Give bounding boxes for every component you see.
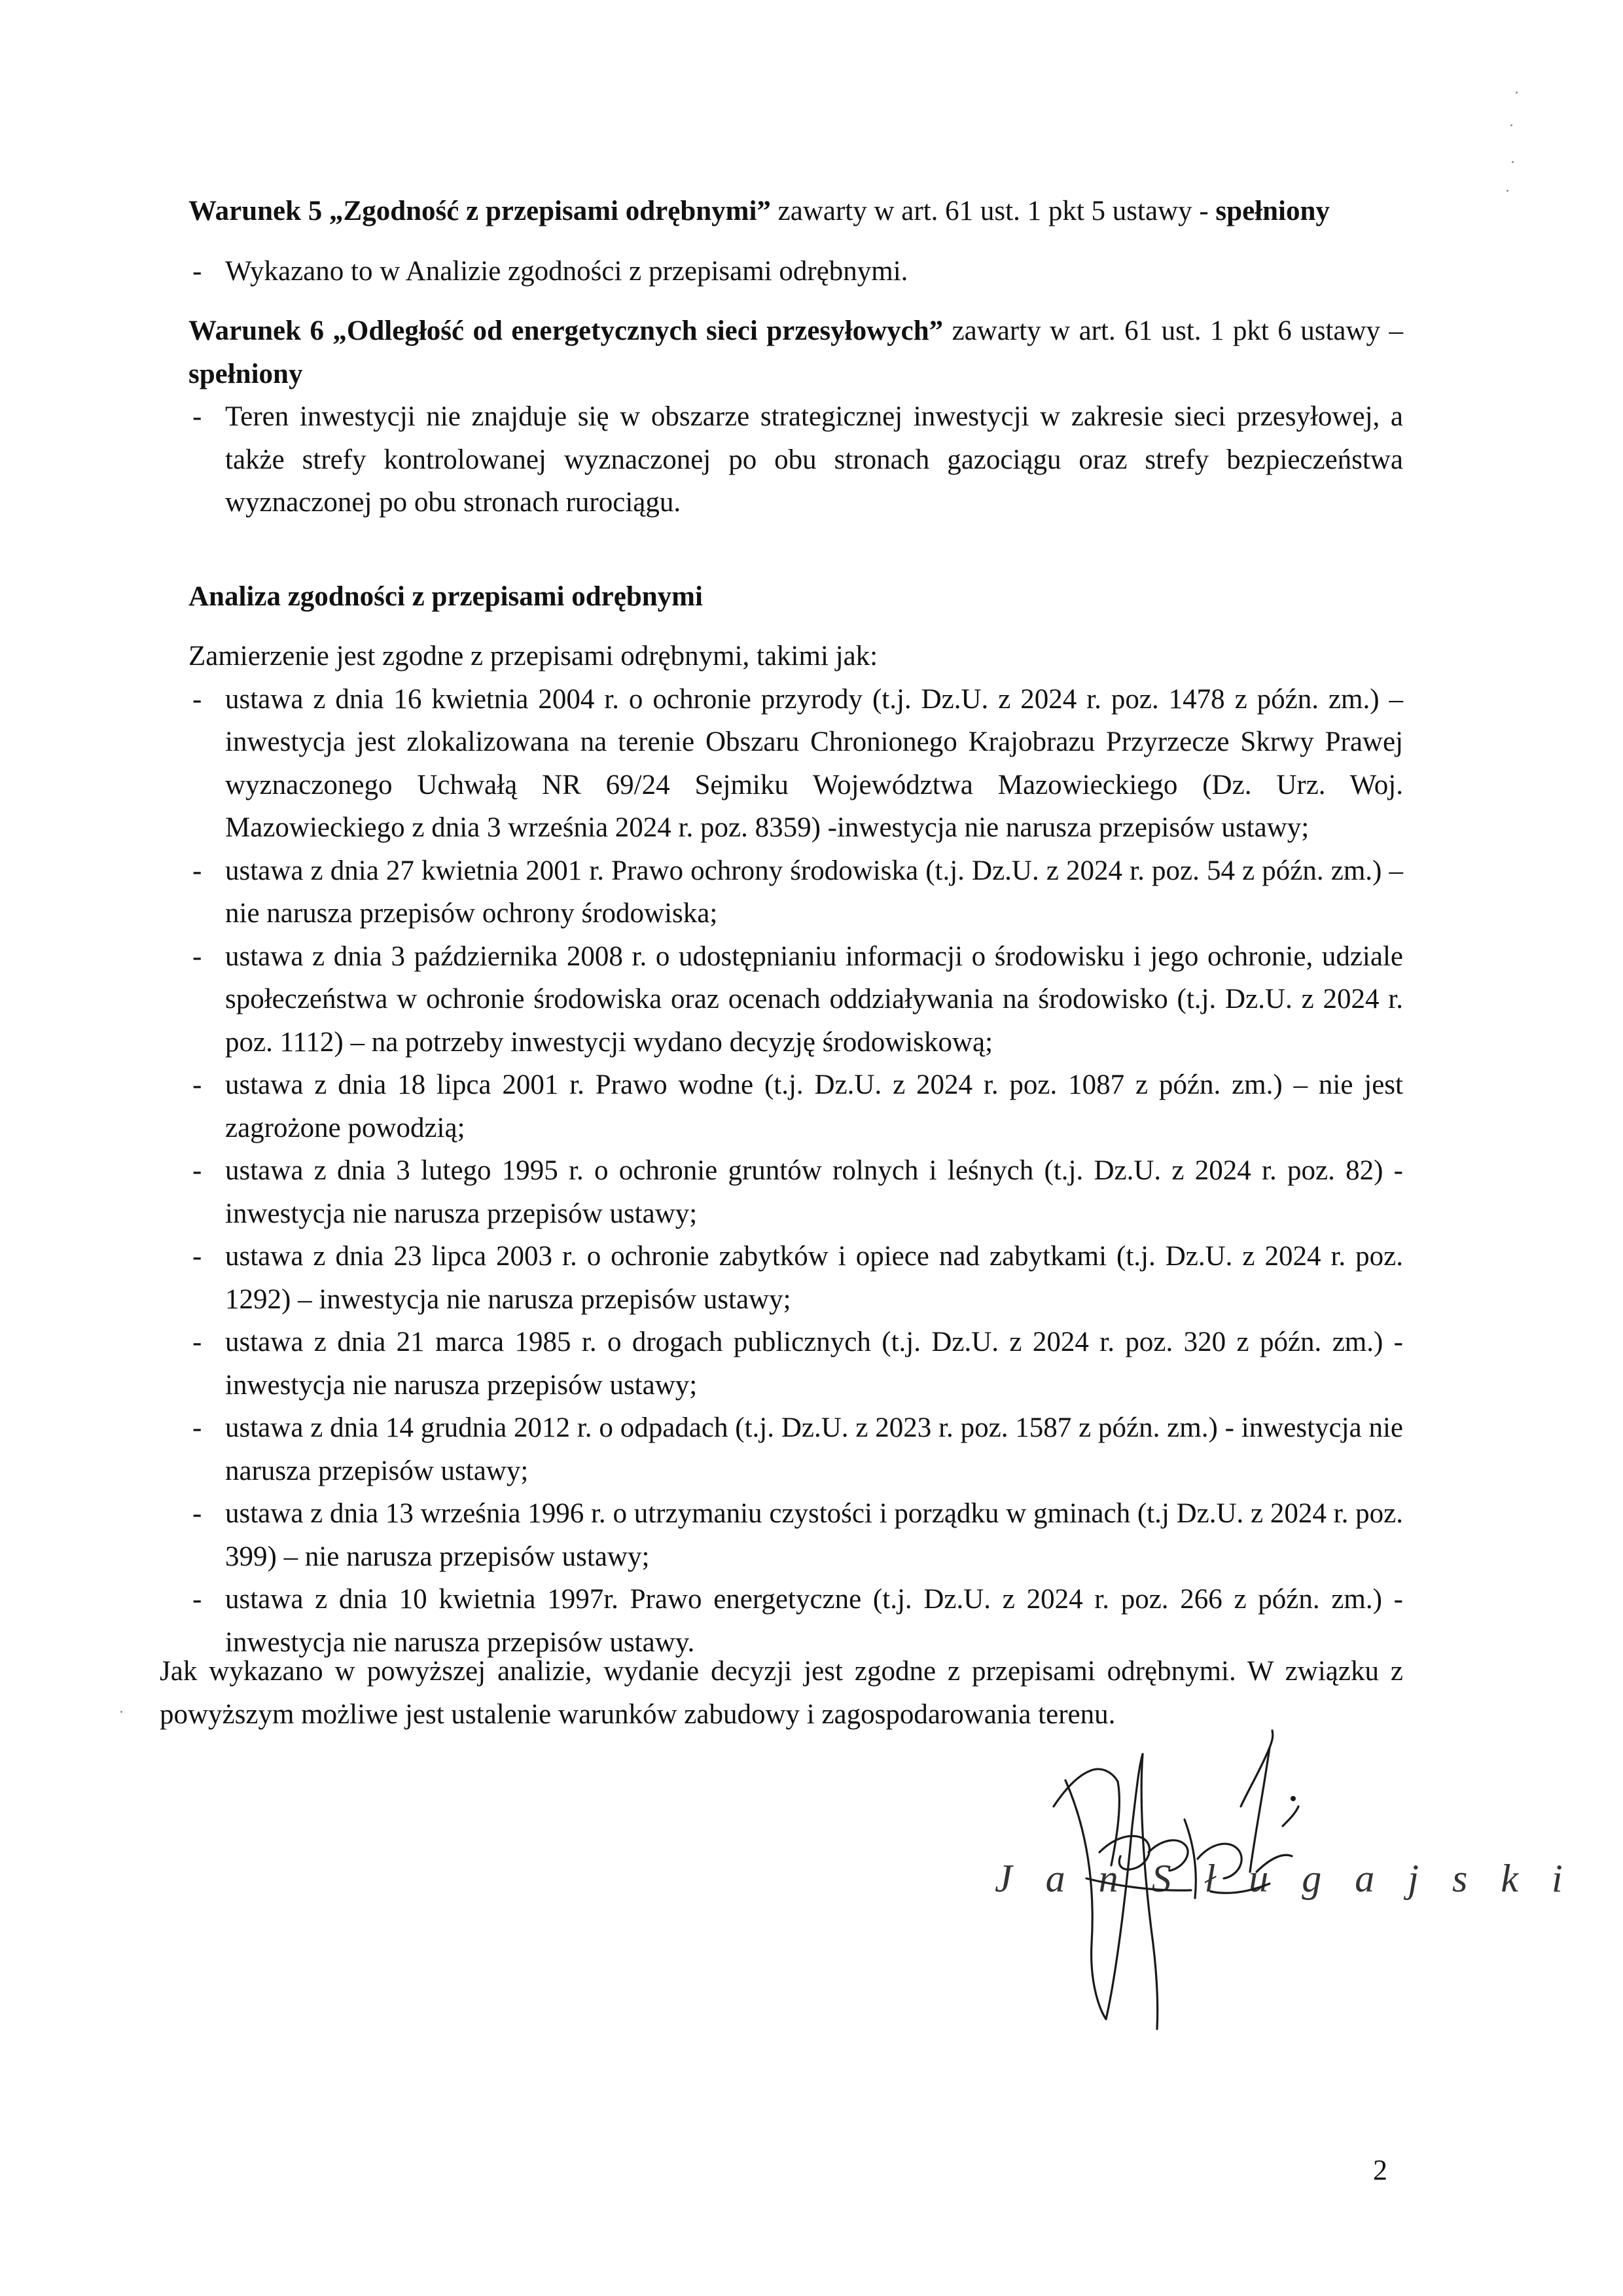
- list-item: - ustawa z dnia 13 września 1996 r. o utrzymaniu czystości i porządku w gminach (t.j Dz.U. z 2024 r. poz. 399) – nie narusza przepisów ustawy;: [188, 1492, 1403, 1578]
- condition-5-label: Warunek 5 „Zgodność z przepisami odrębnymi”: [188, 196, 771, 226]
- scan-speck: [1516, 92, 1518, 94]
- list-item: - ustawa z dnia 3 października 2008 r. o udostępnianiu informacji o środowisku i jego ochronie, udziale społeczeństwa w ochronie środowiska oraz ocenach oddziaływania na środowisko (t.j. Dz.U. z 2024 r. poz. 1112) – na potrzeby inwestycji wydano decyzję środowiskową;: [188, 935, 1403, 1064]
- analysis-list: [188, 678, 1403, 1664]
- condition-6-title: [188, 310, 1403, 395]
- document-body: [188, 190, 1403, 1664]
- list-item: - ustawa z dnia 14 grudnia 2012 r. o odpadach (t.j. Dz.U. z 2023 r. poz. 1587 z późn. zm.) - inwestycja nie narusza przepisów ustawy;: [188, 1407, 1403, 1492]
- list-item: - ustawa z dnia 23 lipca 2003 r. o ochronie zabytków i opiece nad zabytkami (t.j. Dz.U. z 2024 r. poz. 1292) – inwestycja nie narusza przepisów ustawy;: [188, 1235, 1403, 1321]
- svg-text:J a n S ł u g a j s k i: J a n S ł u g a j s k i: [995, 1857, 1575, 1900]
- signature-stamp: [982, 1728, 1575, 2029]
- condition-5-bullets: [188, 250, 1403, 293]
- list-item: - ustawa z dnia 3 lutego 1995 r. o ochronie gruntów rolnych i leśnych (t.j. Dz.U. z 2024 r. poz. 82) - inwestycja nie narusza przepisów ustawy;: [188, 1149, 1403, 1235]
- conclusion-paragraph: Jak wykazano w powyższej analizie, wydanie decyzji jest zgodne z przepisami odrębnymi. W związku z powyższym możliwe jest ustalenie warunków zabudowy i zagospodarowania terenu.: [160, 1656, 1403, 1730]
- analysis-intro: Zamierzenie jest zgodne z przepisami odrębnymi, takimi jak:: [188, 641, 878, 672]
- analysis-heading: Analiza zgodności z przepisami odrębnymi: [188, 581, 703, 612]
- page-number: 2: [1373, 2154, 1387, 2186]
- condition-5-status: spełniony: [1215, 196, 1330, 226]
- condition-6-status: spełniony: [188, 358, 303, 389]
- list-item: - ustawa z dnia 21 marca 1985 r. o drogach publicznych (t.j. Dz.U. z 2024 r. poz. 320 z późn. zm.) - inwestycja nie narusza przepisów ustawy;: [188, 1321, 1403, 1407]
- list-item: - ustawa z dnia 10 kwietnia 1997r. Prawo energetyczne (t.j. Dz.U. z 2024 r. poz. 266 z późn. zm.) - inwestycja nie narusza przepisów ustawy.: [188, 1578, 1403, 1664]
- scan-speck: [1512, 161, 1514, 163]
- list-item: - ustawa z dnia 18 lipca 2001 r. Prawo wodne (t.j. Dz.U. z 2024 r. poz. 1087 z późn. zm.) – nie jest zagrożone powodzią;: [188, 1064, 1403, 1149]
- list-item: - Teren inwestycji nie znajduje się w obszarze strategicznej inwestycji w zakresie sieci przesyłowej, a także strefy kontrolowanej wyznaczonej po obu stronach gazociągu oraz strefy bezpieczeństwa wyznaczonej po obu stronach rurociągu.: [188, 395, 1403, 524]
- scan-speck: [120, 1711, 122, 1713]
- condition-5-title: [188, 190, 1403, 233]
- list-item: - ustawa z dnia 27 kwietnia 2001 r. Prawo ochrony środowiska (t.j. Dz.U. z 2024 r. poz. 54 z późn. zm.) – nie narusza przepisów ochrony środowiska;: [188, 850, 1403, 935]
- scan-speck: [1510, 124, 1512, 126]
- condition-6-bullets: [188, 395, 1403, 524]
- list-item: - Wykazano to w Analizie zgodności z przepisami odrębnymi.: [188, 250, 1403, 293]
- scan-speck: [1507, 190, 1508, 192]
- condition-5-reference: zawarty w art. 61 ust. 1 pkt 5 ustawy -: [770, 196, 1216, 226]
- handwritten-signature-icon: [982, 1728, 1575, 2029]
- list-item: - ustawa z dnia 16 kwietnia 2004 r. o ochronie przyrody (t.j. Dz.U. z 2024 r. poz. 1478 z późn. zm.) – inwestycja jest zlokalizowana na terenie Obszaru Chronionego Krajobrazu Przyrzecze Skrwy Prawej wyznaczonego Uchwałą NR 69/24 Sejmiku Województwa Mazowieckiego (Dz. Urz. Woj. Mazowieckiego z dnia 3 września 2024 r. poz. 8359) -inwestycja nie narusza przepisów ustawy;: [188, 678, 1403, 850]
- condition-6-label: Warunek 6 „Odległość od energetycznych sieci przesyłowych”: [188, 315, 944, 346]
- condition-6-reference: zawarty w art. 61 ust. 1 pkt 6 ustawy –: [943, 315, 1403, 346]
